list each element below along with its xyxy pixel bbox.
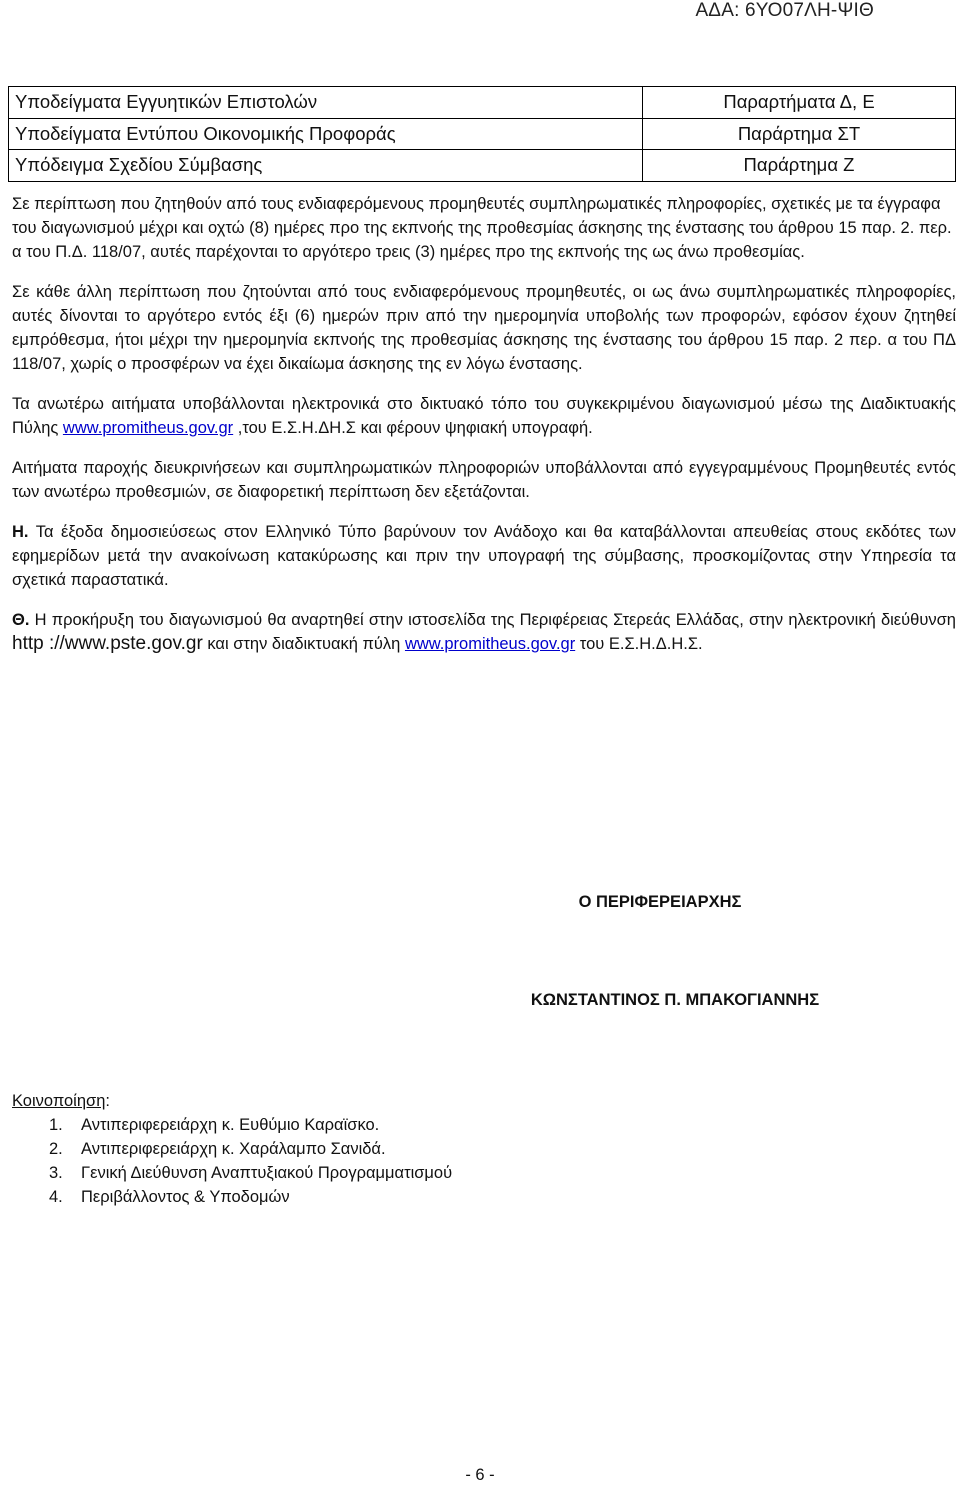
distribution-title: Κοινοποίηση [12,1092,106,1110]
paragraph-text: Η προκήρυξη του διαγωνισμού θα αναρτηθεί στην ιστοσελίδα της Περιφέρειας Στερεάς Ελλάδας, στην ηλεκτρονική διεύθυνση [29,611,956,629]
list-text: Αντιπεριφερειάρχη κ. Ευθύμιο Καραϊσκο. [81,1116,380,1134]
paragraph-electronic-submission [12,392,956,440]
list-item [12,1161,452,1185]
promitheus-link[interactable]: www.promitheus.gov.gr [62,419,234,437]
paragraph-text: του Ε.Σ.Η.Δ.Η.Σ. [575,635,703,653]
distribution-items [12,1113,452,1209]
table-row [9,150,956,182]
list-item [12,1137,452,1161]
table-row [9,118,956,150]
distribution-colon: : [105,1092,110,1110]
list-text: Γενική Διεύθυνση Αναπτυξιακού Προγραμματισμού [81,1164,453,1182]
distribution-heading [12,1089,452,1113]
ada-header: ΑΔΑ: 6ΥΟ07ΛΗ-ΨΙΘ [695,0,874,21]
list-number: 4. [49,1188,63,1206]
list-number: 1. [49,1116,63,1134]
list-text: Αντιπεριφερειάρχη κ. Χαράλαμπο Σανιδά. [81,1140,386,1158]
pste-url: http ://www.pste.gov.gr [12,633,203,654]
section-label: Η. [12,523,29,541]
annex-ref-cell: Παράρτημα ΣΤ [643,118,956,150]
promitheus-link[interactable]: www.promitheus.gov.gr [404,635,576,653]
paragraph-clarifications: Σε περίπτωση που ζητηθούν από τους ενδιαφερόμενους προμηθευτές συμπληρωματικές πληροφορίες, σχετικές με τα έγγραφα του διαγωνισμού μέχρι και οχτώ (8) ημέρες προ της εκπνοής της προθεσμίας άσκησης της ένστασης του άρθρου 15 παρ. 2. περ. α του Π.Δ. 118/07, αυτές παρέχονται το αργότερο τρεις (3) ημέρες προ της εκπνοής της ως άνω προθεσμίας. [12,195,952,261]
list-number: 2. [49,1140,63,1158]
paragraph-announcement [12,608,956,656]
paragraph-registered-suppliers: Αιτήματα παροχής διευκρινήσεων και συμπληρωματικών πληροφοριών υποβάλλονται από εγγεγραμμένους Προμηθευτές εντός των ανωτέρω προθεσμιών, σε διαφορετική περίπτωση δεν εξετάζονται. [12,459,956,501]
paragraph-publication-costs [12,520,956,592]
annex-table [8,86,956,182]
list-text: Περιβάλλοντος & Υποδομών [81,1188,290,1206]
list-item [12,1113,452,1137]
signatory-name: ΚΩΝΣΤΑΝΤΙΝΟΣ Π. ΜΠΑΚΟΓΙΑΝΝΗΣ [530,991,820,1009]
annex-title-cell: Υποδείγματα Εγγυητικών Επιστολών [9,87,643,119]
paragraph-text: Τα έξοδα δημοσιεύσεως στον Ελληνικό Τύπο βαρύνουν τον Ανάδοχο και θα καταβάλλονται απευθείας στους εκδότες των εφημερίδων μετά την ανακοίνωση κατακύρωσης και πριν την υπογραφή της σύμβασης, προσκομίζοντας στην Υπηρεσία τα σχετικά παραστατικά. [12,523,956,589]
annex-ref-cell: Παράρτημα Ζ [643,150,956,182]
annex-title-cell: Υποδείγματα Εντύπου Οικονομικής Προφοράς [9,118,643,150]
paragraph-other-cases: Σε κάθε άλλη περίπτωση που ζητούνται από τους ενδιαφερόμενους προμηθευτές, οι ως άνω συμπληρωματικές πληροφορίες, αυτές δίνονται το αργότερο εντός έξι (6) ημερών πριν από την ημερομηνία υποβολής των προφορών, εφόσον έχουν ζητηθεί εμπρόθεσμα, ήτοι μέχρι την ημερομηνία εκπνοής της προθεσμίας άσκησης της ένστασης του άρθρου 15 παρ. 2 περ. α του ΠΔ 118/07, χωρίς ο προσφέρων να έχει δικαίωμα άσκησης της εν λόγω ένστασης. [12,283,956,373]
signatory-role: Ο ΠΕΡΙΦΕΡΕΙΑΡΧΗΣ [578,893,742,911]
paragraph-text: Τα ανωτέρω αιτήματα υποβάλλονται ηλεκτρονικά στο δικτυακό τόπο του συγκεκριμένου διαγωνισμού μέσω της Διαδικτυακής Πύλης [12,395,956,437]
list-number: 3. [49,1164,63,1182]
distribution-list [12,1089,452,1209]
document-body [12,192,956,672]
annex-title-cell: Υπόδειγμα Σχεδίου Σύμβασης [9,150,643,182]
page-number: - 6 - [465,1466,495,1484]
section-label: Θ. [12,611,30,629]
list-item [12,1185,452,1209]
paragraph-text: ,του Ε.Σ.Η.ΔΗ.Σ και φέρουν ψηφιακή υπογραφή. [233,419,593,437]
table-row [9,87,956,119]
annex-ref-cell: Παραρτήματα Δ, Ε [643,87,956,119]
paragraph-text: και στην διαδικτυακή πύλη [202,635,405,653]
